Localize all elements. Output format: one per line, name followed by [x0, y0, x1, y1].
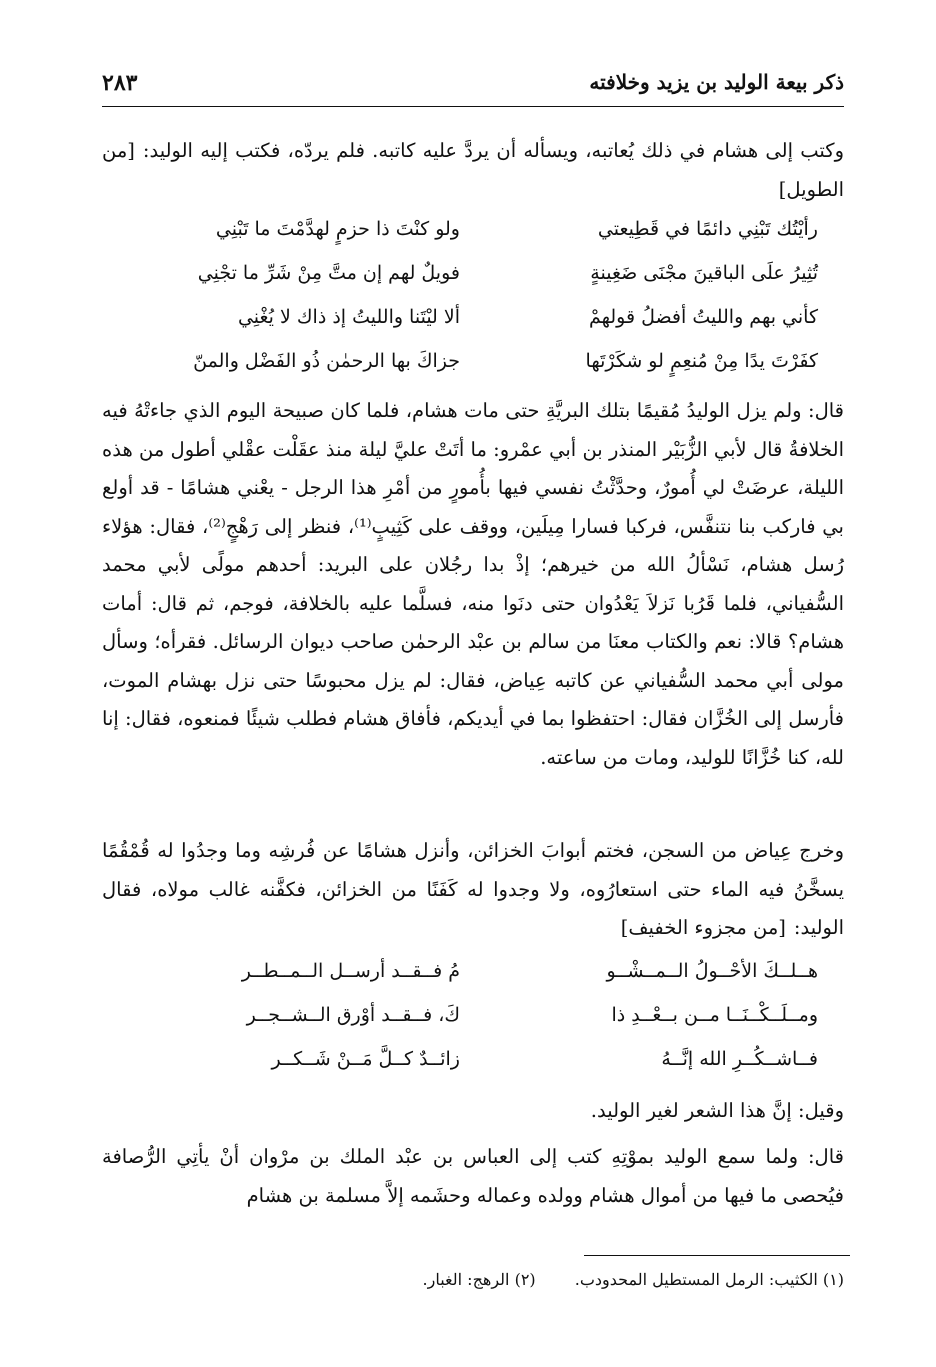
verse-line: [130, 306, 818, 350]
header-divider: [102, 106, 844, 107]
second-hemistich: كَ، فــقــد أوْرق الــشــجــر: [246, 1004, 460, 1026]
footnote-text: الكثيب: الرمل المستطيل المحدودب.: [574, 1270, 818, 1289]
footnote-1: [570, 1270, 844, 1289]
verse-line: [130, 262, 818, 306]
first-hemistich: ومــلَــكْــنَــا مــن بــعْــدِ ذا: [611, 1004, 818, 1026]
note-text: وقيل: إنَّ هذا الشعر لغير الوليد.: [590, 1099, 844, 1122]
first-hemistich: فــاشــكُــرِ الله إنَّــهُ: [661, 1048, 818, 1070]
narrative-paragraph-2: [102, 832, 844, 948]
meter-label: [من مجزوء الخفيف]: [620, 916, 786, 939]
first-hemistich: رأيْتُك تَبْنِي دائمًا في قَطِيعتي: [597, 218, 818, 240]
second-hemistich: جزاكَ بها الرحمٰن ذُو الفَضْل والمنّ: [193, 350, 460, 372]
narrative-paragraph-3: [102, 1138, 844, 1215]
verse-line: [130, 350, 818, 394]
poem-1: [130, 218, 818, 394]
first-hemistich: تُثِيرُ علَى الباقينَ مجْنَى ضَغِينةٍ: [590, 262, 818, 284]
second-hemistich: مُ فــقــد أرســل الــمــطــر: [241, 960, 460, 982]
verse-line: [130, 1048, 818, 1092]
narrative-paragraph: [102, 392, 844, 777]
page-header: [102, 70, 844, 104]
second-hemistich: ألا ليْتَنا والليتُ إذ ذاك لا يُغْنِي: [237, 306, 460, 328]
verse-line: [130, 218, 818, 262]
footnote-text: الرهج: الغبار.: [422, 1270, 510, 1289]
footnote-divider: [584, 1255, 850, 1256]
intro-paragraph: [102, 132, 844, 209]
first-hemistich: هــلــكَ الأحْــولُ الــمــشْــو: [606, 960, 818, 982]
meter-label: [من الطويل]: [102, 139, 844, 201]
intro-text: وكتب إلى هشام في ذلك يُعاتبه، ويسأله أن يردَّ عليه كاتبه. فلم يردّه، فكتب إليه الوليد:: [142, 139, 844, 162]
page-number: ٢٨٣: [102, 70, 138, 96]
second-hemistich: فويلٌ لهم إن متَّ مِنْ شَرِّ ما تجْنِي: [197, 262, 460, 284]
footnote-number: (١): [822, 1270, 844, 1289]
second-hemistich: زائــدٌ كــلَّ مَــنْ شَــكــر: [271, 1048, 460, 1070]
first-hemistich: كأني بهم والليتُ أفضلُ قولهمْ: [588, 306, 818, 328]
attribution-note: [102, 1092, 844, 1131]
paragraph-text: قال: ولم يزل الوليدُ مُقيمًا بتلك البريَّةِ حتى مات هشام، فلما كان صبيحة اليوم الذي جاءتْهُ فيه الخلافةُ قال لأبي الزُّبَيْر المنذر بن أبي عمْرو: ما أتَتْ عليَّ ليلة منذ عقَلْت عقْلي أطول من هذه الليلة، عرضَتْ لي أُمورٌ، وحدَّثْتُ نفسي فيها بأُمورٍ من أمْرِ هذا الرجل - يعْني هشامًا - قد أولع بي فاركب بنا نتنفَّس، فركبا فسارا مِيلَين، ووقف على كَثِيبٍ⁽¹⁾، فنظر إلى رَهْجٍ⁽²⁾، فقال: هؤلاء رُسل هشام، نَسْألُ الله من خيرهم؛ إذْ بدا رجُلان على البريد: أحدهم مولًى لأبي محمد السُّفياني، فلما قَرُبا نَزلاَ يَعْدُوان حتى دنَوا منه، فسلَّما عليه بالخلافة، فوجم، ثم قال: أمات هشام؟ قالا: نعم والكتاب معنَا من سالم بن عبْد الرحمٰن صاحب ديوان الرسائل. فقرأه؛ وسأل مولى أبي محمد السُّفياني عن كاتبه عِياض، فقال: لم يزل محبوسًا حتى نزل بهشام الموت، فأرسل إلى الخُزَّان فقال: احتفظوا بما في أيديكم، فأفاق هشام فطلب شيئًا فمنعوه، فقال: إنا لله، كنا خُزَّانًا للوليد، ومات من ساعته.: [102, 399, 844, 769]
second-hemistich: ولو كنْتَ ذا حزمٍ لهدَّمْتَ ما تَبْنِي: [215, 218, 460, 240]
footnotes: [389, 1270, 844, 1289]
footnote-2: [423, 1270, 536, 1289]
paragraph-text: وخرج عِياض من السجن، فختم أبوابَ الخزائن، وأنزل هشامًا عن فُرشِه وما وجدُوا له قُمْقُمًا يسخَّنُ فيه الماء حتى استعارُوه، ولا وجدوا له كَفَنًا من الخزائن، فكفَّنه غالب مولاه، فقال الوليد:: [102, 839, 844, 939]
first-hemistich: كفَرْتَ يدًا مِنْ مُنعِمٍ لو شكَرْتَها: [585, 350, 818, 372]
footnote-number: (٢): [514, 1270, 536, 1289]
running-title: ذكر بيعة الوليد بن يزيد وخلافته: [589, 70, 844, 94]
verse-line: [130, 1004, 818, 1048]
poem-2: [130, 960, 818, 1092]
paragraph-text: قال: ولما سمع الوليد بموْتِهِ كتب إلى العباس بن عبْد الملك بن مرْوان أنْ يأتِي الرُّصافة فيُحصى ما فيها من أموال هشام وولده وعماله وحشَمه إلاَّ مسلمة بن هشام: [102, 1145, 844, 1207]
verse-line: [130, 960, 818, 1004]
